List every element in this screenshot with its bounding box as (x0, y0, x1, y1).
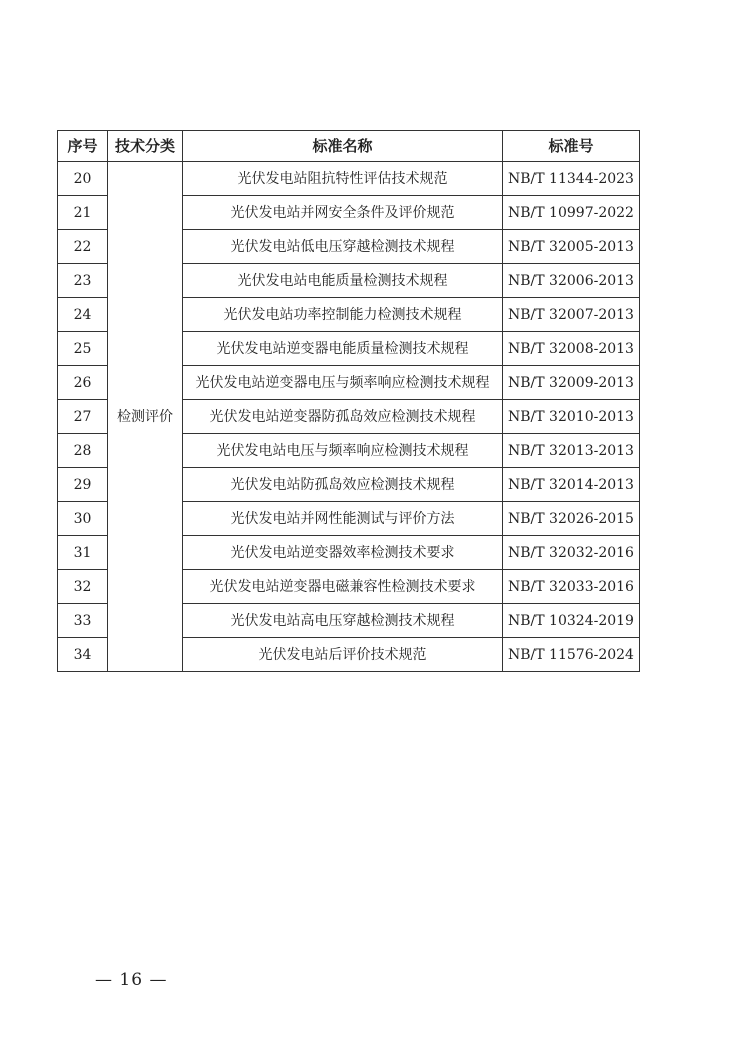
tech-category-cell: 检测评价 (108, 162, 183, 672)
row-standard-name: 光伏发电站阻抗特性评估技术规范 (183, 162, 503, 196)
row-serial-number: 21 (58, 196, 108, 230)
row-standard-code: NB/T 32007-2013 (503, 298, 640, 332)
row-standard-code: NB/T 32008-2013 (503, 332, 640, 366)
page-number: — 16 — (95, 970, 168, 990)
table-body (58, 162, 640, 672)
table-row (58, 162, 640, 196)
row-standard-name: 光伏发电站功率控制能力检测技术规程 (183, 298, 503, 332)
row-standard-code: NB/T 10324-2019 (503, 604, 640, 638)
row-standard-name: 光伏发电站逆变器电磁兼容性检测技术要求 (183, 570, 503, 604)
row-serial-number: 29 (58, 468, 108, 502)
row-standard-code: NB/T 32013-2013 (503, 434, 640, 468)
table-header-row (58, 131, 640, 162)
row-standard-name: 光伏发电站并网性能测试与评价方法 (183, 502, 503, 536)
row-standard-code: NB/T 32014-2013 (503, 468, 640, 502)
row-standard-name: 光伏发电站低电压穿越检测技术规程 (183, 230, 503, 264)
header-standard-code: 标准号 (503, 131, 640, 162)
header-serial-number: 序号 (58, 131, 108, 162)
row-standard-code: NB/T 32026-2015 (503, 502, 640, 536)
row-serial-number: 28 (58, 434, 108, 468)
header-tech-category: 技术分类 (108, 131, 183, 162)
standards-table (57, 130, 640, 672)
row-standard-name: 光伏发电站防孤岛效应检测技术规程 (183, 468, 503, 502)
row-standard-name: 光伏发电站电压与频率响应检测技术规程 (183, 434, 503, 468)
row-standard-code: NB/T 32033-2016 (503, 570, 640, 604)
row-serial-number: 22 (58, 230, 108, 264)
row-standard-code: NB/T 32010-2013 (503, 400, 640, 434)
row-serial-number: 30 (58, 502, 108, 536)
row-standard-code: NB/T 11344-2023 (503, 162, 640, 196)
row-standard-code: NB/T 32032-2016 (503, 536, 640, 570)
row-serial-number: 27 (58, 400, 108, 434)
row-standard-name: 光伏发电站电能质量检测技术规程 (183, 264, 503, 298)
row-standard-name: 光伏发电站逆变器电能质量检测技术规程 (183, 332, 503, 366)
row-serial-number: 31 (58, 536, 108, 570)
row-standard-code: NB/T 11576-2024 (503, 638, 640, 672)
row-standard-code: NB/T 32006-2013 (503, 264, 640, 298)
row-standard-name: 光伏发电站并网安全条件及评价规范 (183, 196, 503, 230)
row-serial-number: 33 (58, 604, 108, 638)
row-standard-name: 光伏发电站逆变器效率检测技术要求 (183, 536, 503, 570)
row-standard-code: NB/T 10997-2022 (503, 196, 640, 230)
header-standard-name: 标准名称 (183, 131, 503, 162)
row-serial-number: 25 (58, 332, 108, 366)
row-standard-name: 光伏发电站逆变器电压与频率响应检测技术规程 (183, 366, 503, 400)
row-standard-name: 光伏发电站逆变器防孤岛效应检测技术规程 (183, 400, 503, 434)
row-serial-number: 26 (58, 366, 108, 400)
row-serial-number: 32 (58, 570, 108, 604)
row-standard-name: 光伏发电站后评价技术规范 (183, 638, 503, 672)
row-serial-number: 24 (58, 298, 108, 332)
row-serial-number: 23 (58, 264, 108, 298)
row-standard-name: 光伏发电站高电压穿越检测技术规程 (183, 604, 503, 638)
row-standard-code: NB/T 32009-2013 (503, 366, 640, 400)
row-standard-code: NB/T 32005-2013 (503, 230, 640, 264)
row-serial-number: 20 (58, 162, 108, 196)
row-serial-number: 34 (58, 638, 108, 672)
